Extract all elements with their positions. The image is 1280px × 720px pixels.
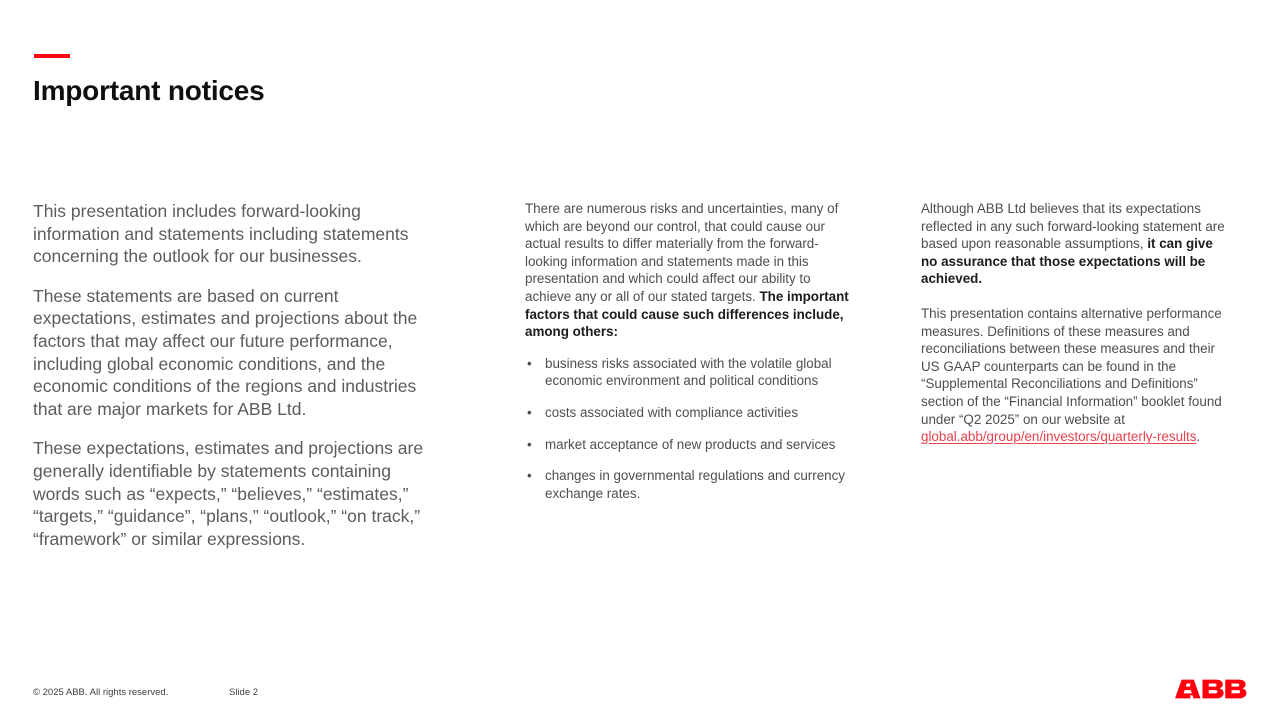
list-item	[525, 404, 855, 422]
list-item-label: market acceptance of new products and services	[545, 436, 836, 452]
col3-paragraph-1-bold: it can give no assurance that those expectations will be achieved.	[921, 236, 1213, 287]
footer-copyright: © 2025 ABB. All rights reserved.	[33, 687, 169, 698]
col1-paragraph-2: These statements are based on current expectations, estimates and projections about the factors that may affect our future performance, including global economic conditions, and the economic conditions of the regions and industries that are major markets for ABB Ltd.	[33, 285, 418, 419]
col3-paragraph-2	[921, 305, 1231, 446]
footer-slide-number: Slide 2	[229, 687, 259, 698]
col1-paragraph-3: These expectations, estimates and projections are generally identifiable by statements containing words such as “expects,” “believes,” “estimates,” “targets,” “guidance”, “plans,” “outlook,” “on track,” “framework” or similar expressions.	[33, 438, 424, 549]
col2-paragraph-1	[525, 200, 855, 341]
quarterly-results-link[interactable]: global.abb/group/en/investors/quarterly-results	[921, 429, 1197, 445]
list-item	[525, 436, 855, 454]
col1-paragraph-1: This presentation includes forward-looking information and statements including statements concerning the outlook for our businesses.	[33, 201, 409, 267]
risk-factors-list	[525, 355, 855, 503]
bullet-icon: •	[527, 436, 532, 452]
list-item-label: costs associated with compliance activities	[545, 404, 799, 420]
abb-logo	[1175, 678, 1248, 700]
bullet-icon: •	[527, 468, 532, 484]
list-item-label: business risks associated with the volatile global economic environment and political conditions	[545, 355, 832, 389]
col3-paragraph-2-period: .	[1196, 429, 1201, 445]
notices-column-1	[33, 200, 428, 567]
list-item	[525, 467, 855, 502]
col3-paragraph-1-normal: Although ABB Ltd believes that its expectations reflected in any such forward-looking statement are based upon reasonable assumptions,	[921, 201, 1225, 252]
col2-paragraph-1-bold: The important factors that could cause such differences include, among others:	[525, 288, 849, 340]
col2-paragraph-1-normal: There are numerous risks and uncertainties, many of which are beyond our control, that could cause our actual results to differ materially from the forward-looking information and statements made in this presentation and which could affect our ability to achieve any or all of our stated targets.	[525, 201, 839, 304]
page-title: Important notices	[33, 75, 265, 106]
bullet-icon: •	[527, 355, 532, 371]
col3-paragraph-2-text: This presentation contains alternative performance measures. Definitions of these measures and reconciliations between these measures and their US GAAP counterparts can be found in the “Supplemental Reconciliations and Definitions” section of the “Financial Information” booklet found under “Q2 2025” on our website at	[921, 305, 1222, 427]
bullet-icon: •	[527, 404, 532, 420]
list-item	[525, 355, 855, 390]
title-accent-bar	[34, 54, 70, 58]
col3-paragraph-1	[921, 200, 1231, 288]
notices-column-3	[921, 200, 1231, 460]
notices-column-2	[525, 200, 855, 502]
list-item-label: changes in governmental regulations and currency exchange rates.	[545, 468, 845, 501]
